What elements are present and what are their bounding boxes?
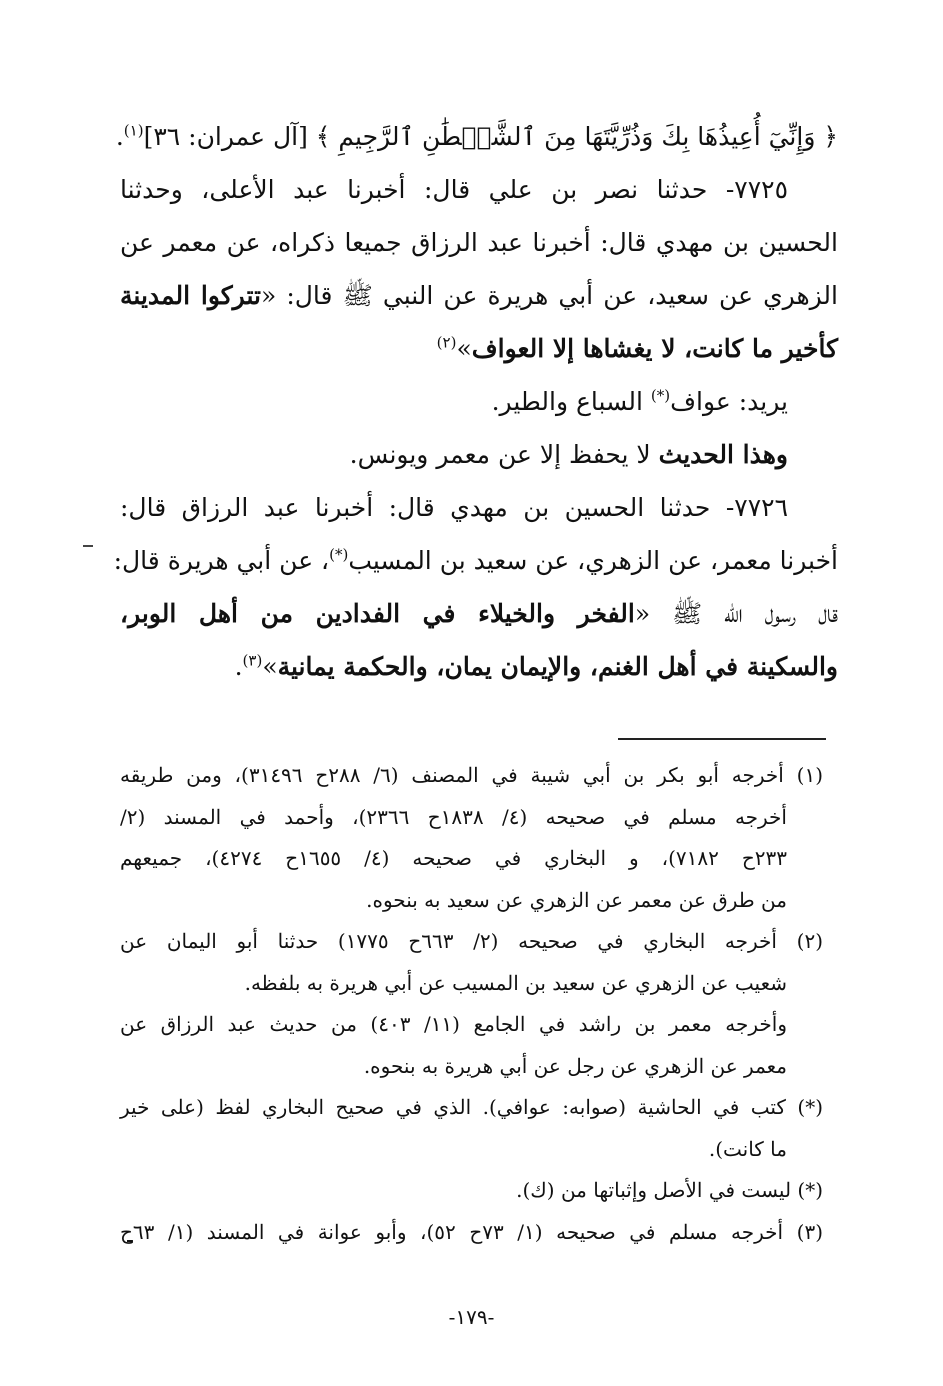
bold-phrase: وهذا الحديث <box>658 440 788 469</box>
line-text: » <box>456 334 472 363</box>
footnote-ref: (٣) <box>242 651 263 670</box>
hadith-7725-line-2 <box>120 216 838 269</box>
footnote-text: (٣) أخرجه مسلم في صحيحه (١/ ٧٣ح ٥٢)، وأبو عوانة في المسند (١/ ٦٣ <box>132 1219 823 1244</box>
footnote-ref: (*) <box>650 386 671 405</box>
page-number: -١٧٩- <box>448 1305 495 1329</box>
line-text: أخبرنا معمر، عن الزهري، عن سعيد بن المسيب <box>348 546 838 575</box>
main-text <box>113 110 838 693</box>
footnote-ref: (٢) <box>436 333 457 352</box>
line-tail: . <box>234 652 243 681</box>
hadith-7725-line-4 <box>120 322 838 375</box>
footnote-ref: (*) <box>329 545 349 564</box>
verse-text: ﴿ وَإِنِّيٓ أُعِيذُهَا بِكَ وَذُرِّيَّتَهَا مِنَ ٱلشَّيۡطَٰنِ ٱلرَّجِيمِ ﴾ [آل عمران: ٣٦] <box>143 122 838 151</box>
margin-mark <box>83 545 93 547</box>
line-tail: . <box>115 122 124 151</box>
hadith-7725-line-1 <box>120 163 838 216</box>
commentary-line <box>120 375 838 428</box>
footnote-ref: (١) <box>123 121 144 140</box>
line-text: يريد: عواف <box>670 387 788 416</box>
footnote-line: من طرق عن معمر عن الزهري عن سعيد به بنحوه. <box>366 887 787 912</box>
hadith-matn: والسكينة في أهل الغنم، والإيمان يمان، والحكمة يمانية <box>277 652 838 681</box>
footnote-separator <box>618 738 826 740</box>
footnote-line: وأخرجه معمر بن راشد في الجامع (١١/ ٤٠٣) من حديث عبد الرزاق عن <box>120 1012 787 1036</box>
footnotes <box>120 755 823 1253</box>
line-text: » <box>262 652 278 681</box>
hadith-matn: الفخر والخيلاء في الفدادين من أهل الوبر، <box>120 599 635 628</box>
line-text: الحسين بن مهدي قال: أخبرنا عبد الرزاق جميعا ذكراه، عن معمر عن <box>120 228 838 257</box>
footnote-line: شعيب عن الزهري عن سعيد بن المسيب عن أبي هريرة به بلفظه. <box>244 970 787 995</box>
quran-verse-line <box>115 110 838 163</box>
line-text: ٧٧٢٦- حدثنا الحسين بن مهدي قال: أخبرنا عبد الرزاق قال: <box>120 493 788 522</box>
hadith-matn: كأخير ما كانت، لا يغشاها إلا العواف <box>471 334 838 363</box>
line-text: ، عن أبي هريرة قال: <box>113 546 330 575</box>
hadith-7726-line-1 <box>120 481 838 534</box>
footnote-line: (*) كتب في الحاشية (صوابه: عوافي). الذي في صحيح البخاري لفظ (على خير <box>120 1095 823 1119</box>
hadith-7726-line-3 <box>120 587 838 640</box>
hadith-matn: تتركوا المدينة <box>120 281 261 310</box>
commentary-line <box>120 428 838 481</box>
hadith-7725-line-3 <box>120 269 838 322</box>
hadith-7726-line-2 <box>113 534 838 587</box>
footnote-line: معمر عن الزهري عن رجل عن أبي هريرة به بنحوه. <box>363 1053 787 1078</box>
footnote-line <box>120 1212 823 1254</box>
line-text: ٧٧٢٥- حدثنا نصر بن علي قال: أخبرنا عبد الأعلى، وحدثنا <box>120 175 788 204</box>
footnote-continuation-mark: ح <box>120 1219 133 1244</box>
footnote-line: ٢٣٣ح ٧١٨٢)، و البخاري في صحيحه (٤/ ١٦٥٥ح ٤٢٧٤)، جميعهم <box>120 846 787 870</box>
footnote-line: ما كانت). <box>708 1136 787 1161</box>
hadith-7726-line-4 <box>120 640 838 693</box>
line-text: الزهري عن سعيد، عن أبي هريرة عن النبي ﷺ قال: « <box>260 281 838 310</box>
footnote-line: (*) ليست في الأصل وإثباتها من (ك). <box>516 1178 823 1202</box>
line-text: لا يحفظ إلا عن معمر ويونس. <box>349 440 659 469</box>
line-text: قال رسول الله ﷺ « <box>634 599 838 628</box>
line-text: السباع والطير. <box>491 387 651 416</box>
footnote-line: (١) أخرجه أبو بكر بن أبي شيبة في المصنف (٦/ ٢٨٨ح ٣١٤٩٦)، ومن طريقه <box>120 763 823 787</box>
footnote-line: (٢) أخرجه البخاري في صحيحه (٢/ ٦٦٣ح ١٧٧٥) حدثنا أبو اليمان عن <box>120 929 824 953</box>
footnote-line: أخرجه مسلم في صحيحه (٤/ ١٨٣٨ح ٢٣٦٦)، وأحمد في المسند (٢/ <box>120 804 787 829</box>
